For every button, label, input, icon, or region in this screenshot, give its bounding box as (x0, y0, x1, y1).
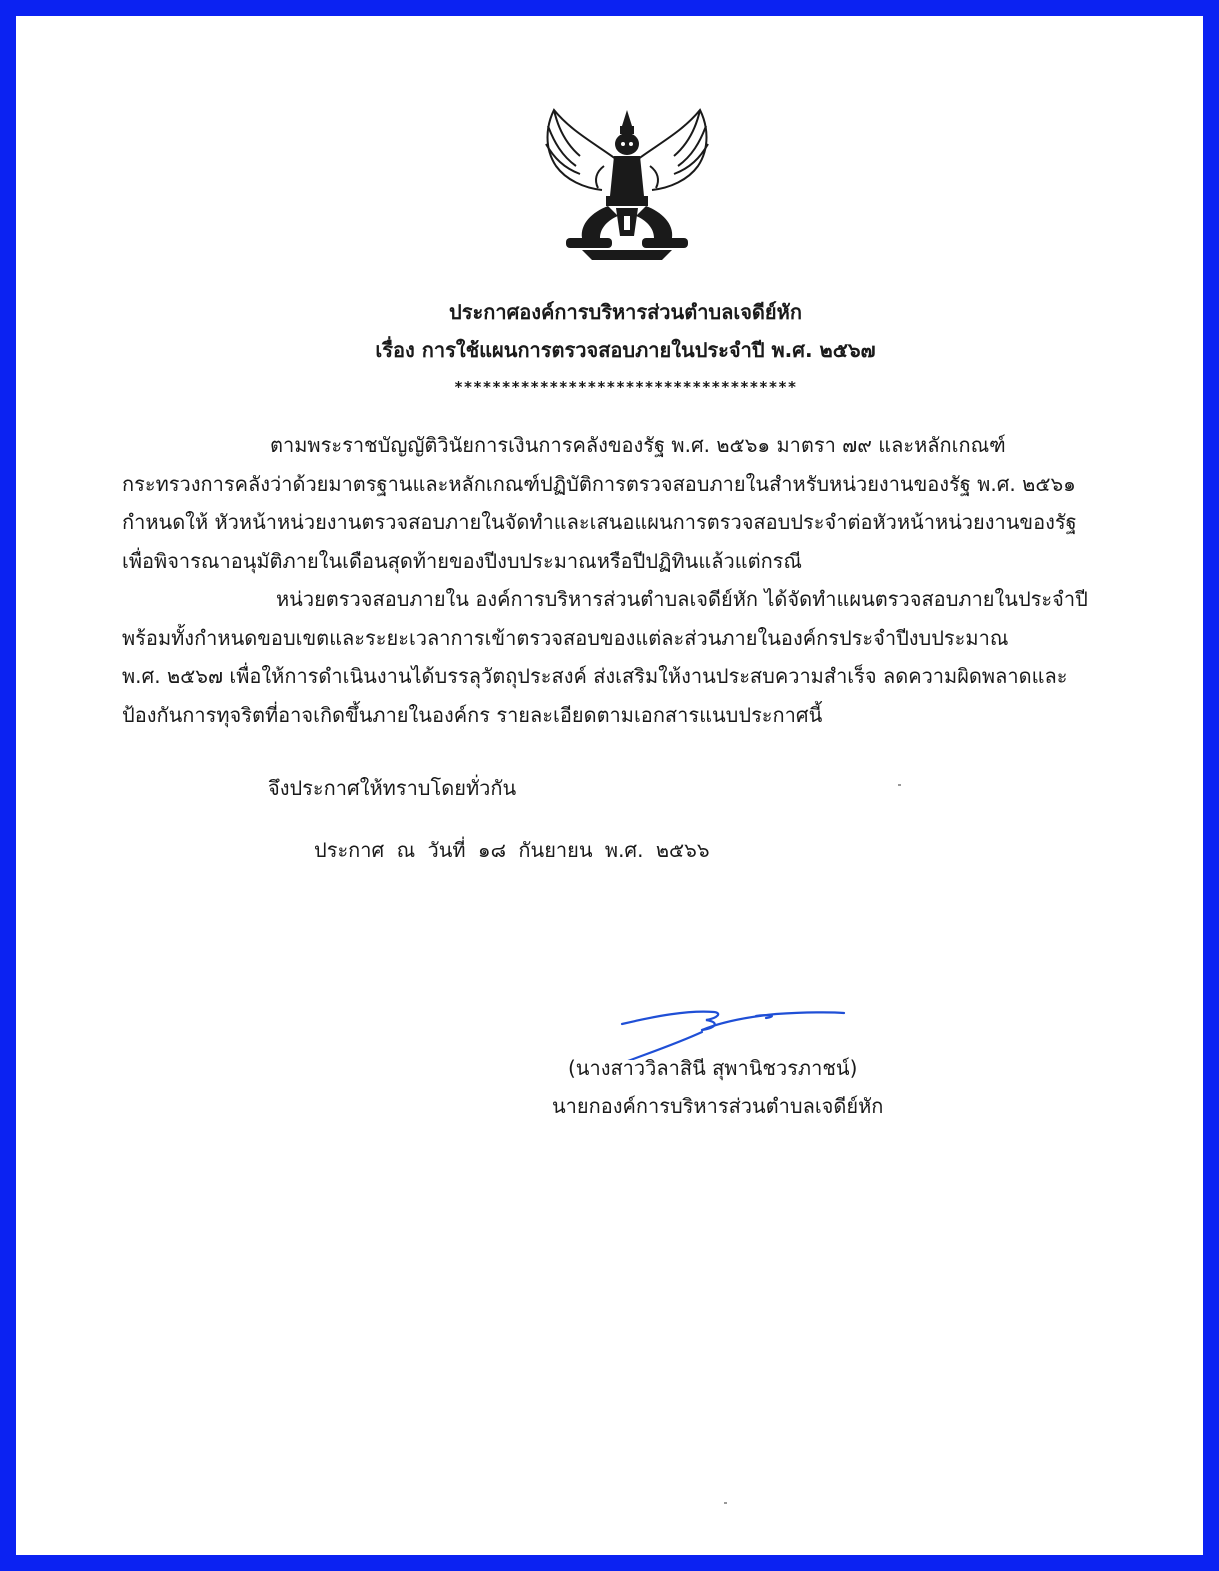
announcement-date: ประกาศ ณ วันที่ ๑๘ กันยายน พ.ศ. ๒๕๖๖ (314, 838, 710, 862)
announcement-text: จึงประกาศให้ทราบโดยทั่วกัน (268, 776, 517, 800)
title-separator: ************************************ (453, 378, 798, 396)
document-title: ประกาศองค์การบริหารส่วนตำบลเจดีย์หัก (449, 300, 802, 324)
paragraph-line: ป้องกันการทุจริตที่อาจเกิดขึ้นภายในองค์กร รายละเอียดตามเอกสารแนบประกาศนี้ (122, 702, 823, 727)
document-subject: เรื่อง การใช้แผนการตรวจสอบภายในประจำปี พ.ศ. ๒๕๖๗ (375, 338, 876, 362)
scan-speck (898, 784, 901, 786)
signatory-position: นายกองค์การบริหารส่วนตำบลเจดีย์หัก (552, 1094, 884, 1118)
paragraph-line: ตามพระราชบัญญัติวินัยการเงินการคลังของรัฐ พ.ศ. ๒๕๖๑ มาตรา ๗๙ และหลักเกณฑ์ (270, 433, 1006, 457)
paragraph-legal-basis (122, 426, 1126, 580)
scan-speck (724, 1502, 727, 1504)
paragraph-line: พ.ศ. ๒๕๖๗ เพื่อให้การดำเนินงานได้บรรลุวัตถุประสงค์ ส่งเสริมให้งานประสบความสำเร็จ ลดความผิดพลาดและ (122, 664, 1068, 688)
paragraph-line: พร้อมทั้งกำหนดขอบเขตและระยะเวลาการเข้าตรวจสอบของแต่ละส่วนภายในองค์กรประจำปีงบประมาณ (122, 625, 1009, 650)
paragraph-line: กระทรวงการคลังว่าด้วยมาตรฐานและหลักเกณฑ์ปฏิบัติการตรวจสอบภายในสำหรับหน่วยงานของรัฐ พ.ศ. ๒๕๖๑ (122, 471, 1076, 496)
signatory-name: (นางสาววิลาสินี สุพานิชวรภาชน์) (568, 1056, 858, 1080)
paragraph-line: กำหนดให้ หัวหน้าหน่วยงานตรวจสอบภายในจัดทำและเสนอแผนการตรวจสอบประจำต่อหัวหน้าหน่วยงานของรัฐ (122, 510, 1077, 534)
garuda-emblem-icon (536, 104, 718, 266)
paragraph-line: เพื่อพิจารณาอนุมัติภายในเดือนสุดท้ายของปีงบประมาณหรือปีปฏิทินแล้วแต่กรณี (122, 548, 802, 573)
handwritten-signature (606, 1000, 856, 1060)
paragraph-audit-plan (122, 580, 1126, 734)
paragraph-line: หน่วยตรวจสอบภายใน องค์การบริหารส่วนตำบลเจดีย์หัก ได้จัดทำแผนตรวจสอบภายในประจำปี (276, 587, 1088, 611)
